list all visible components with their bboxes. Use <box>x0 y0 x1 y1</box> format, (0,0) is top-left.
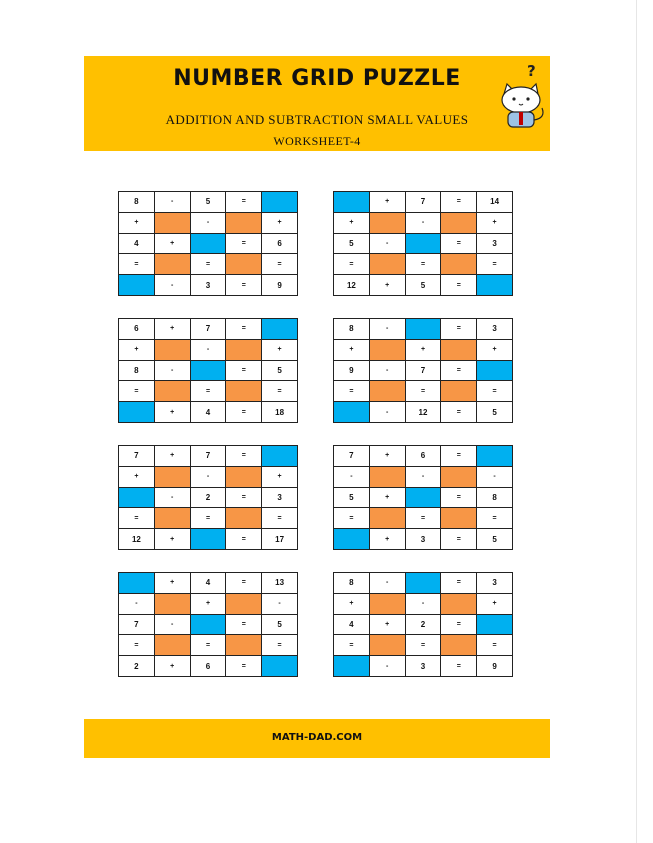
number-cell: 4 <box>334 615 370 636</box>
orange-blank-cell <box>441 254 477 275</box>
operator-cell: = <box>441 529 477 550</box>
operator-cell: + <box>155 529 191 550</box>
operator-cell: = <box>226 234 262 255</box>
number-cell: 8 <box>477 488 513 509</box>
answer-blank-cell <box>119 573 155 594</box>
orange-blank-cell <box>441 508 477 529</box>
operator-cell: - <box>191 213 227 234</box>
operator-cell: = <box>226 402 262 423</box>
operator-cell: + <box>262 213 298 234</box>
orange-blank-cell <box>226 213 262 234</box>
operator-cell: + <box>262 340 298 361</box>
number-cell: 3 <box>191 275 227 296</box>
orange-blank-cell <box>441 340 477 361</box>
puzzle-grid-2 <box>333 191 513 296</box>
operator-cell: = <box>262 635 298 656</box>
number-cell: 17 <box>262 529 298 550</box>
header-banner <box>84 56 550 151</box>
operator-cell: = <box>477 381 513 402</box>
number-cell: 7 <box>406 192 442 213</box>
operator-cell: - <box>406 213 442 234</box>
answer-blank-cell <box>406 319 442 340</box>
operator-cell: = <box>406 381 442 402</box>
orange-blank-cell <box>370 381 406 402</box>
answer-blank-cell <box>262 319 298 340</box>
number-cell: 3 <box>477 319 513 340</box>
thinking-cat-icon <box>494 60 550 132</box>
operator-cell: - <box>155 615 191 636</box>
operator-cell: = <box>119 254 155 275</box>
number-cell: 2 <box>406 615 442 636</box>
operator-cell: - <box>155 361 191 382</box>
answer-blank-cell <box>477 361 513 382</box>
orange-blank-cell <box>155 254 191 275</box>
operator-cell: = <box>226 615 262 636</box>
operator-cell: - <box>155 488 191 509</box>
number-cell: 9 <box>334 361 370 382</box>
number-cell: 4 <box>191 573 227 594</box>
puzzle-grid-8 <box>333 572 513 677</box>
orange-blank-cell <box>370 594 406 615</box>
operator-cell: + <box>370 488 406 509</box>
operator-cell: = <box>477 254 513 275</box>
operator-cell: + <box>370 615 406 636</box>
operator-cell: + <box>155 446 191 467</box>
footer-banner <box>84 719 550 758</box>
orange-blank-cell <box>370 340 406 361</box>
operator-cell: = <box>441 319 477 340</box>
answer-blank-cell <box>477 615 513 636</box>
puzzle-grid-6 <box>333 445 513 550</box>
worksheet-label: WORKSHEET-4 <box>273 134 361 148</box>
number-cell: 6 <box>262 234 298 255</box>
number-cell: 8 <box>334 319 370 340</box>
answer-blank-cell <box>406 488 442 509</box>
answer-blank-cell <box>334 529 370 550</box>
operator-cell: = <box>334 635 370 656</box>
operator-cell: = <box>226 529 262 550</box>
operator-cell: - <box>191 467 227 488</box>
operator-cell: = <box>441 615 477 636</box>
orange-blank-cell <box>370 508 406 529</box>
answer-blank-cell <box>262 192 298 213</box>
operator-cell: - <box>370 361 406 382</box>
number-cell: 4 <box>119 234 155 255</box>
operator-cell: = <box>191 635 227 656</box>
number-cell: 3 <box>477 573 513 594</box>
number-cell: 3 <box>406 529 442 550</box>
puzzle-grid-4 <box>333 318 513 423</box>
operator-cell: + <box>370 529 406 550</box>
operator-cell: - <box>370 656 406 677</box>
operator-cell: = <box>262 381 298 402</box>
operator-cell: + <box>262 467 298 488</box>
number-cell: 6 <box>406 446 442 467</box>
orange-blank-cell <box>370 467 406 488</box>
operator-cell: + <box>477 340 513 361</box>
answer-blank-cell <box>406 234 442 255</box>
number-cell: 5 <box>334 234 370 255</box>
answer-blank-cell <box>191 361 227 382</box>
operator-cell: + <box>477 213 513 234</box>
number-cell: 8 <box>119 192 155 213</box>
orange-blank-cell <box>155 594 191 615</box>
operator-cell: + <box>155 319 191 340</box>
orange-blank-cell <box>155 381 191 402</box>
number-cell: 2 <box>119 656 155 677</box>
number-cell: 7 <box>406 361 442 382</box>
operator-cell: + <box>155 656 191 677</box>
orange-blank-cell <box>226 340 262 361</box>
orange-blank-cell <box>370 254 406 275</box>
operator-cell: = <box>226 319 262 340</box>
operator-cell: = <box>119 381 155 402</box>
number-cell: 7 <box>119 446 155 467</box>
orange-blank-cell <box>370 213 406 234</box>
operator-cell: - <box>477 467 513 488</box>
operator-cell: = <box>441 573 477 594</box>
orange-blank-cell <box>226 467 262 488</box>
orange-blank-cell <box>226 635 262 656</box>
number-cell: 5 <box>477 402 513 423</box>
answer-blank-cell <box>119 275 155 296</box>
number-cell: 5 <box>406 275 442 296</box>
orange-blank-cell <box>226 508 262 529</box>
number-cell: 6 <box>119 319 155 340</box>
number-cell: 3 <box>477 234 513 255</box>
operator-cell: = <box>441 361 477 382</box>
operator-cell: + <box>155 402 191 423</box>
answer-blank-cell <box>406 573 442 594</box>
answer-blank-cell <box>334 656 370 677</box>
operator-cell: - <box>406 467 442 488</box>
answer-blank-cell <box>334 402 370 423</box>
operator-cell: + <box>119 340 155 361</box>
operator-cell: = <box>477 508 513 529</box>
operator-cell: + <box>334 340 370 361</box>
operator-cell: - <box>262 594 298 615</box>
number-cell: 7 <box>334 446 370 467</box>
orange-blank-cell <box>441 381 477 402</box>
number-cell: 9 <box>477 656 513 677</box>
operator-cell: = <box>441 402 477 423</box>
answer-blank-cell <box>119 402 155 423</box>
number-cell: 5 <box>262 361 298 382</box>
orange-blank-cell <box>226 254 262 275</box>
answer-blank-cell <box>334 192 370 213</box>
answer-blank-cell <box>191 615 227 636</box>
operator-cell: - <box>370 319 406 340</box>
operator-cell: = <box>119 508 155 529</box>
operator-cell: = <box>477 635 513 656</box>
operator-cell: - <box>155 275 191 296</box>
operator-cell: - <box>155 192 191 213</box>
operator-cell: + <box>119 467 155 488</box>
number-cell: 12 <box>406 402 442 423</box>
operator-cell: = <box>226 573 262 594</box>
operator-cell: = <box>191 508 227 529</box>
operator-cell: + <box>406 340 442 361</box>
orange-blank-cell <box>441 213 477 234</box>
orange-blank-cell <box>441 635 477 656</box>
puzzle-grid-7 <box>118 572 298 677</box>
number-cell: 18 <box>262 402 298 423</box>
operator-cell: + <box>191 594 227 615</box>
number-cell: 4 <box>191 402 227 423</box>
operator-cell: = <box>262 508 298 529</box>
operator-cell: = <box>191 254 227 275</box>
number-cell: 5 <box>477 529 513 550</box>
number-cell: 2 <box>191 488 227 509</box>
operator-cell: = <box>441 488 477 509</box>
operator-cell: = <box>441 446 477 467</box>
answer-blank-cell <box>191 234 227 255</box>
operator-cell: - <box>406 594 442 615</box>
operator-cell: = <box>191 381 227 402</box>
operator-cell: + <box>155 573 191 594</box>
number-cell: 14 <box>477 192 513 213</box>
puzzle-grid-5 <box>118 445 298 550</box>
operator-cell: - <box>370 573 406 594</box>
operator-cell: = <box>334 508 370 529</box>
operator-cell: = <box>406 508 442 529</box>
number-cell: 7 <box>191 319 227 340</box>
operator-cell: = <box>226 446 262 467</box>
operator-cell: = <box>226 275 262 296</box>
number-cell: 7 <box>119 615 155 636</box>
operator-cell: = <box>226 192 262 213</box>
orange-blank-cell <box>226 594 262 615</box>
operator-cell: + <box>334 594 370 615</box>
answer-blank-cell <box>262 656 298 677</box>
number-cell: 3 <box>406 656 442 677</box>
orange-blank-cell <box>441 467 477 488</box>
operator-cell: + <box>477 594 513 615</box>
operator-cell: + <box>370 192 406 213</box>
operator-cell: = <box>334 254 370 275</box>
operator-cell: + <box>119 213 155 234</box>
orange-blank-cell <box>155 213 191 234</box>
orange-blank-cell <box>155 508 191 529</box>
puzzle-grid-3 <box>118 318 298 423</box>
orange-blank-cell <box>155 467 191 488</box>
orange-blank-cell <box>226 381 262 402</box>
number-cell: 13 <box>262 573 298 594</box>
number-cell: 5 <box>334 488 370 509</box>
operator-cell: - <box>119 594 155 615</box>
operator-cell: = <box>226 488 262 509</box>
operator-cell: + <box>334 213 370 234</box>
number-cell: 6 <box>191 656 227 677</box>
operator-cell: = <box>441 656 477 677</box>
orange-blank-cell <box>441 594 477 615</box>
number-cell: 12 <box>119 529 155 550</box>
operator-cell: = <box>334 381 370 402</box>
operator-cell: - <box>370 402 406 423</box>
answer-blank-cell <box>191 529 227 550</box>
operator-cell: = <box>262 254 298 275</box>
answer-blank-cell <box>477 275 513 296</box>
orange-blank-cell <box>155 635 191 656</box>
orange-blank-cell <box>155 340 191 361</box>
operator-cell: = <box>119 635 155 656</box>
operator-cell: = <box>226 656 262 677</box>
answer-blank-cell <box>477 446 513 467</box>
number-cell: 5 <box>191 192 227 213</box>
question-mark: ? <box>527 62 536 80</box>
operator-cell: = <box>226 361 262 382</box>
page-edge <box>636 0 637 843</box>
page-title: NUMBER GRID PUZZLE <box>173 66 461 91</box>
page-subtitle: ADDITION AND SUBTRACTION SMALL VALUES <box>165 112 469 127</box>
orange-blank-cell <box>370 635 406 656</box>
number-cell: 8 <box>119 361 155 382</box>
operator-cell: - <box>191 340 227 361</box>
operator-cell: + <box>370 446 406 467</box>
footer-site: MATH-DAD.COM <box>271 732 363 743</box>
number-cell: 3 <box>262 488 298 509</box>
number-cell: 12 <box>334 275 370 296</box>
operator-cell: + <box>155 234 191 255</box>
answer-blank-cell <box>262 446 298 467</box>
answer-blank-cell <box>119 488 155 509</box>
operator-cell: = <box>406 635 442 656</box>
number-cell: 8 <box>334 573 370 594</box>
operator-cell: = <box>441 275 477 296</box>
number-cell: 7 <box>191 446 227 467</box>
number-cell: 5 <box>262 615 298 636</box>
number-cell: 9 <box>262 275 298 296</box>
operator-cell: = <box>406 254 442 275</box>
operator-cell: - <box>370 234 406 255</box>
operator-cell: + <box>370 275 406 296</box>
operator-cell: = <box>441 192 477 213</box>
puzzle-grid-1 <box>118 191 298 296</box>
operator-cell: = <box>441 234 477 255</box>
operator-cell: - <box>334 467 370 488</box>
